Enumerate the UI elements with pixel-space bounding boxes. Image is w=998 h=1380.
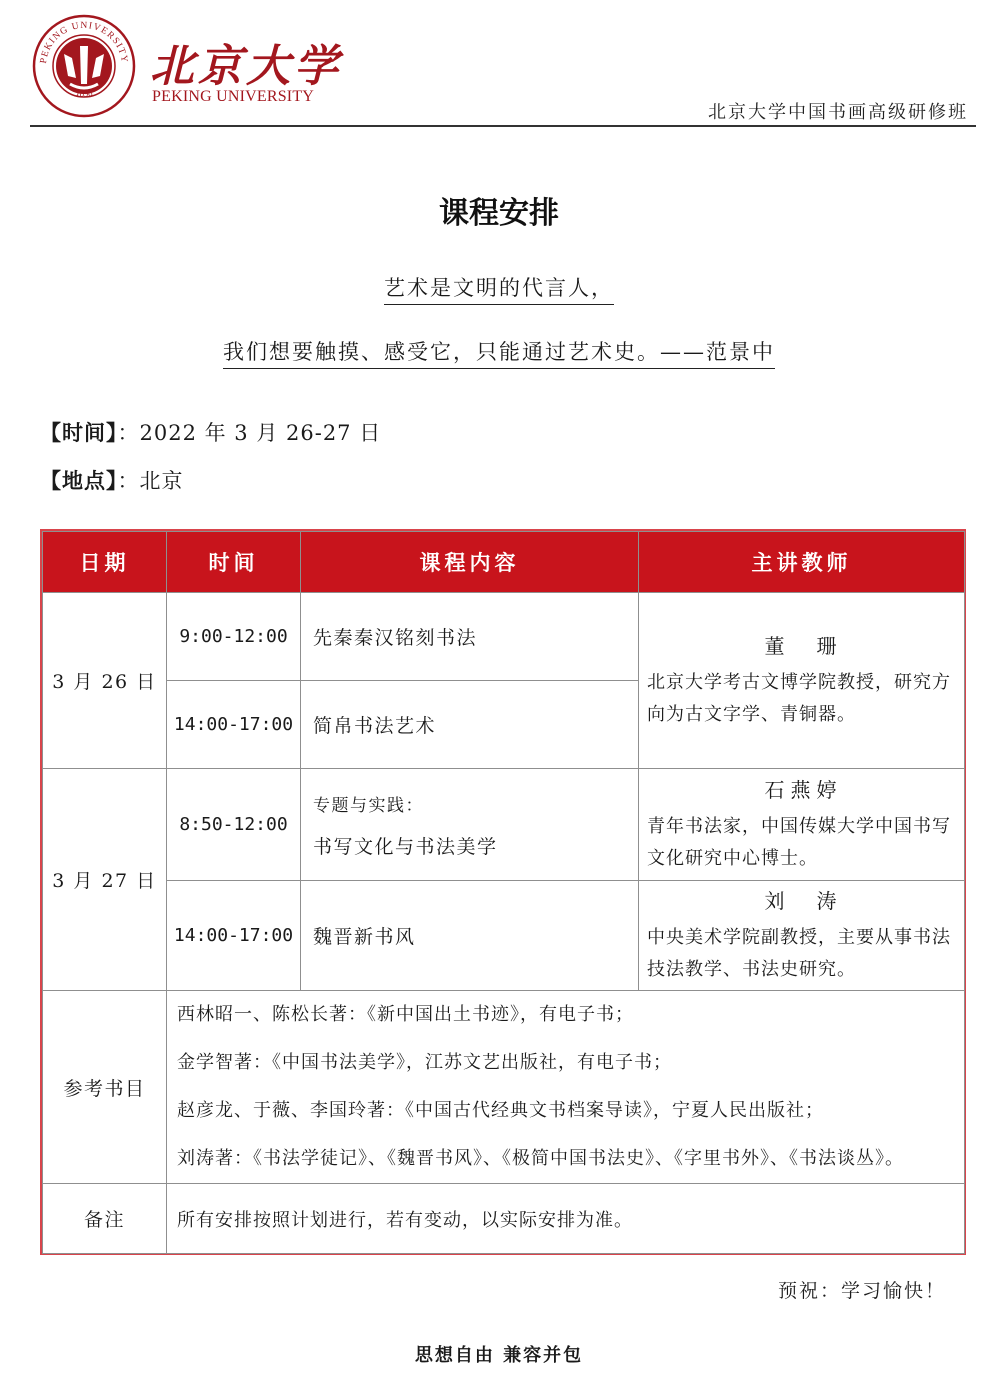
header-teacher: 主讲教师 <box>639 532 965 593</box>
university-seal-icon <box>32 14 136 118</box>
course-topic-title: 书写文化与书法美学 <box>313 835 498 858</box>
university-name-cn: 北京大学 <box>150 41 342 92</box>
info-time <box>40 417 381 447</box>
session-course: 简帛书法艺术 <box>301 681 639 769</box>
day2-date: 3 月 27 日 <box>43 769 167 991</box>
list-item: 西林昭一、陈松长著：《新中国出土书迹》，有电子书； <box>177 1004 634 1025</box>
table-row <box>43 881 965 991</box>
references-list <box>167 991 965 1184</box>
session-time: 9:00-12:00 <box>167 593 301 681</box>
teacher-desc: 北京大学考古文博学院教授，研究方向为古文字学、青铜器。 <box>647 672 951 725</box>
day1-date: 3 月 26 日 <box>43 593 167 769</box>
table-row <box>43 769 965 881</box>
teacher-desc: 青年书法家，中国传媒大学中国书写文化研究中心博士。 <box>647 816 951 869</box>
day1-teacher <box>639 593 965 769</box>
session-course: 魏晋新书风 <box>301 881 639 991</box>
program-name: 北京大学中国书画高级研修班 <box>708 102 968 123</box>
time-label: 【时间】 <box>40 421 118 445</box>
place-value: ：北京 <box>117 469 184 493</box>
session-time: 14:00-17:00 <box>167 681 301 769</box>
session-time: 14:00-17:00 <box>167 881 301 991</box>
list-item: 赵彦龙、于薇、李国玲著：《中国古代经典文书档案导读》，宁夏人民出版社； <box>177 1100 824 1121</box>
teacher-cell <box>639 881 965 991</box>
session-time: 8:50-12:00 <box>167 769 301 881</box>
session-course: 先秦秦汉铭刻书法 <box>301 593 639 681</box>
teacher-cell <box>639 769 965 881</box>
seal-text: PEKING UNIVERSITY <box>38 20 130 65</box>
list-item: 刘涛著：《书法学徒记》、《魏晋书风》、《极简中国书法史》、《字里书外》、《书法谈丛》。 <box>177 1148 904 1169</box>
table-row <box>43 593 965 681</box>
teacher-name: 石燕婷 <box>764 778 843 802</box>
closing-wish: 预祝：学习愉快！ <box>777 1280 946 1302</box>
table-header-row <box>43 532 965 593</box>
seal-year: 1898 <box>74 87 94 99</box>
university-name-en: PEKING UNIVERSITY <box>152 88 315 105</box>
header-course: 课程内容 <box>301 532 639 593</box>
table-row <box>43 1184 965 1254</box>
teacher-desc: 中央美术学院副教授，主要从事书法技法教学、书法史研究。 <box>647 927 951 980</box>
header-date: 日期 <box>43 532 167 593</box>
table-row <box>43 991 965 1184</box>
references-label: 参考书目 <box>43 991 167 1184</box>
schedule-table <box>40 529 966 1255</box>
info-place <box>40 465 184 495</box>
header-divider <box>30 125 976 127</box>
notes-label: 备注 <box>43 1184 167 1254</box>
course-topic-label: 专题与实践： <box>313 795 424 816</box>
header-time: 时间 <box>167 532 301 593</box>
list-item: 金学智著：《中国书法美学》，江苏文艺出版社，有电子书； <box>177 1052 672 1073</box>
letterhead <box>0 0 998 130</box>
place-label: 【地点】 <box>40 469 118 493</box>
time-value: ：2022 年 3 月 26-27 日 <box>117 421 382 445</box>
session-course <box>301 769 639 881</box>
quote-line-1: 艺术是文明的代言人， <box>0 272 998 302</box>
teacher-name: 董 珊 <box>764 634 843 658</box>
teacher-name: 刘 涛 <box>764 889 843 913</box>
quote-line-2: 我们想要触摸、感受它，只能通过艺术史。——范景中 <box>0 336 998 366</box>
notes-text: 所有安排按照计划进行，若有变动，以实际安排为准。 <box>167 1184 965 1254</box>
page-title: 课程安排 <box>439 196 559 231</box>
university-motto: 思想自由 兼容并包 <box>414 1345 584 1366</box>
